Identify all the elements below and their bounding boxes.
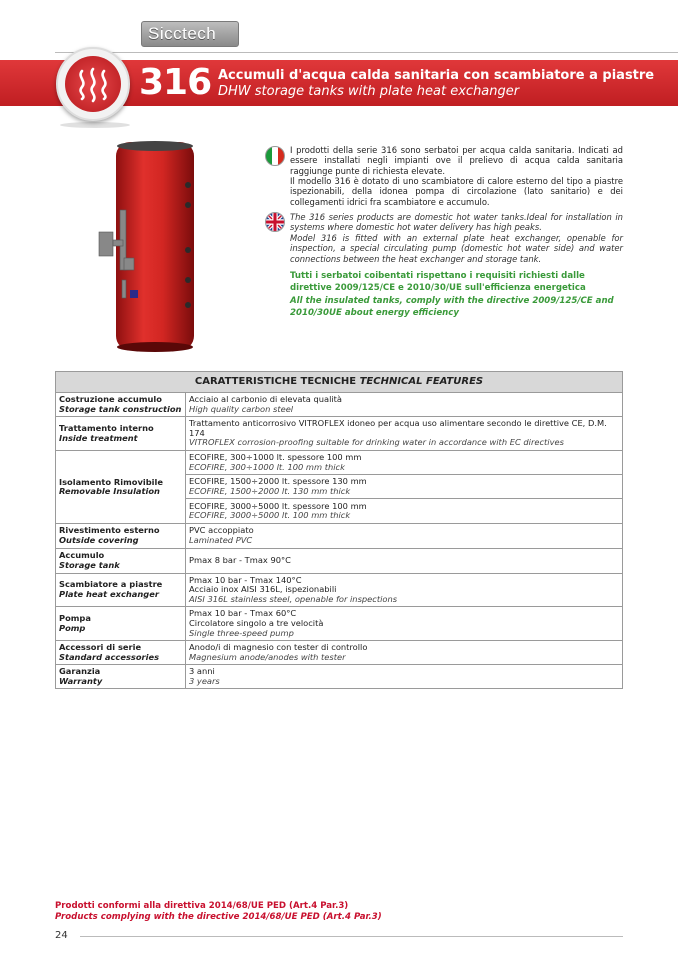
energy-efficiency-note-english: All the insulated tanks, comply with the directive 2009/125/CE and 2010/30UE about energy efficiency: [290, 296, 614, 318]
table-row: Accumulo Storage tank Pmax 8 bar - Tmax 90°C: [56, 548, 623, 573]
description-italian-1: I prodotti della serie 316 sono serbatoi per acqua calda sanitaria. Indicati ad essere installati negli impianti ove il prelievo di acqua calda sanitaria raggiunge punte di richiesta elevate.: [290, 145, 623, 176]
title-italian: Accumuli d'acqua calda sanitaria con scambiatore a piastre: [218, 68, 655, 83]
table-row: Rivestimento esterno Outside covering PVC accoppiato Laminated PVC: [56, 524, 623, 548]
description-english-2: Model 316 is fitted with an external plate heat exchanger, openable for inspection, a special circulating pump (domestic hot water side) and water connections between the heat exchanger and storage tank.: [290, 233, 623, 264]
italian-flag-icon: [265, 146, 285, 166]
compliance-note-english: Products complying with the directive 2014/68/UE PED (Art.4 Par.3): [55, 912, 382, 922]
badge-shadow: [60, 122, 130, 128]
description-italian-2: Il modello 316 è dotato di uno scambiatore di calore esterno del tipo a piastre ispezionabili, della idonea pompa di circolazione (lato sanitario) e dei collegamenti idrici fra scambiatore e accumulo.: [290, 176, 623, 207]
brand-logo: Sicctech: [141, 21, 239, 47]
series-badge: [56, 47, 130, 121]
storage-tank-image: [96, 140, 236, 355]
table-row: ECOFIRE, 3000÷5000 lt. spessore 100 mm ECOFIRE, 3000÷5000 lt. 100 mm thick: [56, 499, 623, 524]
table-row: Accessori di serie Standard accessories Anodo/i di magnesio con tester di controllo Magnesium anode/anodes with tester: [56, 641, 623, 665]
table-row: Trattamento interno Inside treatment Trattamento anticorrosivo VITROFLEX idoneo per acqua uso alimentare secondo le direttive CE, D.M. 174 VITROFLEX corrosion-proofing suitable for drinking water in accordance with EC directives: [56, 417, 623, 451]
uk-flag-icon: [265, 212, 285, 232]
compliance-note-italian: Prodotti conformi alla direttiva 2014/68/UE PED (Art.4 Par.3): [55, 901, 349, 911]
energy-efficiency-note-italian: Tutti i serbatoi coibentati rispettano i requisiti richiesti dalle direttive 2009/125/CE e 2010/30/UE sull'efficienza energetica: [290, 271, 586, 293]
table-row: Garanzia Warranty 3 anni 3 years: [56, 665, 623, 689]
title-english: DHW storage tanks with plate heat exchanger: [218, 84, 520, 99]
table-title: CARATTERISTICHE TECNICHE TECHNICAL FEATURES: [56, 372, 623, 393]
table-row: ECOFIRE, 1500÷2000 lt. spessore 130 mm ECOFIRE, 1500÷2000 lt. 130 mm thick: [56, 475, 623, 499]
series-number: 316: [139, 62, 212, 103]
table-row: Costruzione accumulo Storage tank construction Acciaio al carbonio di elevata qualità High quality carbon steel: [56, 393, 623, 417]
page-number: 24: [55, 930, 68, 941]
technical-features-table: [55, 371, 623, 689]
description-english-1: The 316 series products are domestic hot water tanks.Ideal for installation in systems where domestic hot water delivery has high peaks.: [290, 212, 623, 233]
table-row: Scambiatore a piastre Plate heat exchanger Pmax 10 bar - Tmax 140°C Acciaio inox AISI 316L, ispezionabili AISI 316L stainless steel, openable for inspections: [56, 573, 623, 607]
heat-waves-icon: [70, 61, 116, 107]
table-row: Pompa Pomp Pmax 10 bar - Tmax 60°C Circolatore singolo a tre velocità Single three-speed pump: [56, 607, 623, 641]
header-rule: [55, 52, 678, 53]
footer-rule: [80, 936, 623, 937]
table-row: Isolamento Rimovibile Removable Insulation ECOFIRE, 300÷1000 lt. spessore 100 mm ECOFIRE, 300÷1000 lt. 100 mm thick: [56, 450, 623, 474]
